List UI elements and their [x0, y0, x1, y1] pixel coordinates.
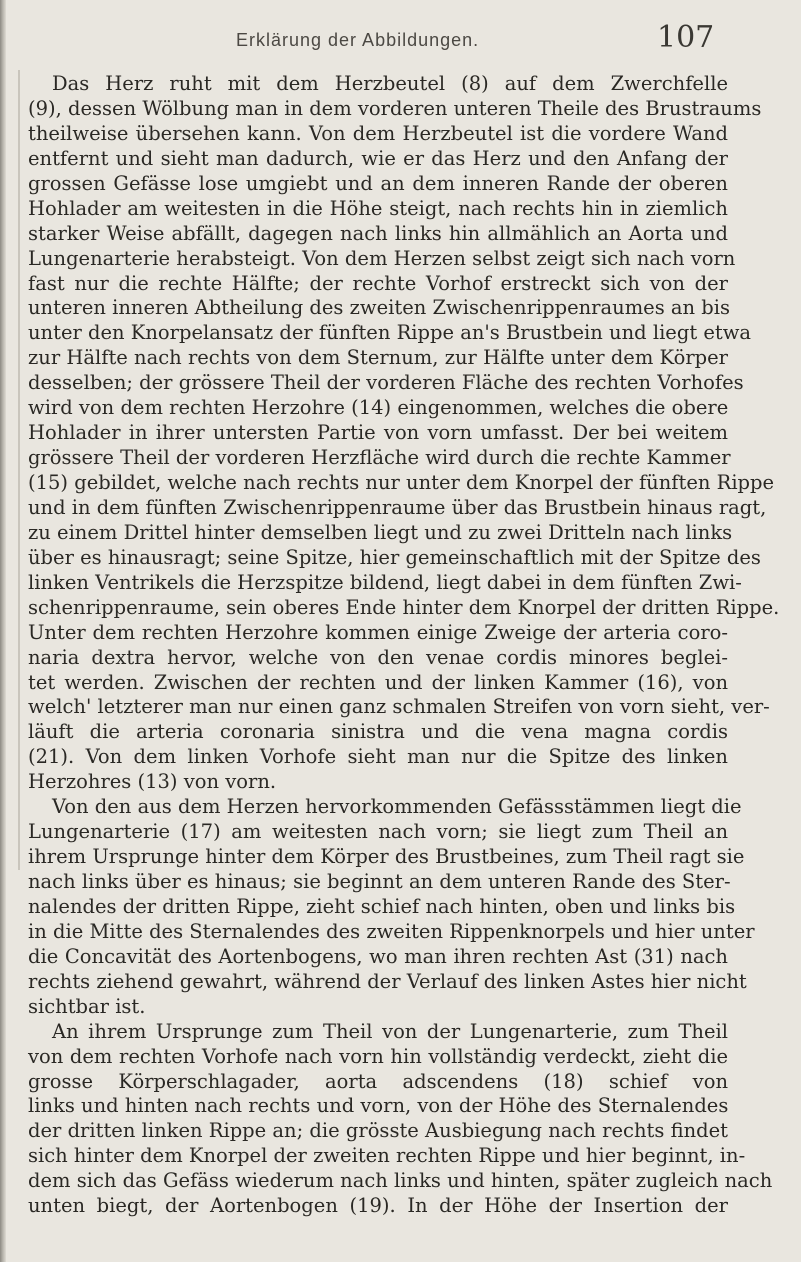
text-line: sich hinter dem Knorpel der zweiten rechten Rippe und hier beginnt, in-: [28, 1144, 746, 1168]
text-line: theilweise übersehen kann. Von dem Herzbeutel ist die vordere Wand: [28, 121, 728, 145]
text-line: linken Ventrikels die Herzspitze bildend, liegt dabei in dem fünften Zwi-: [28, 570, 742, 594]
body-text: [28, 72, 780, 1219]
text-line: naria dextra hervor, welche von den venae cordis minores beglei-: [28, 645, 728, 669]
text-line: entfernt und sieht man dadurch, wie er das Herz und den Anfang der: [28, 146, 728, 170]
text-line: grosse Körperschlagader, aorta adscendens (18) schief von: [28, 1069, 728, 1093]
text-line: unteren inneren Abtheilung des zweiten Zwischenrippenraumes an bis: [28, 296, 731, 320]
text-line: nach links über es hinaus; sie beginnt an dem unteren Rande des Ster-: [28, 870, 731, 893]
text-line: und in dem fünften Zwischenrippenraume über das Brustbein hinaus ragt,: [28, 495, 767, 519]
text-line: welch' letzterer man nur einen ganz schmalen Streifen von vorn sieht, ver-: [28, 695, 770, 719]
text-line: sichtbar ist.: [28, 994, 146, 1018]
text-line: Lungenarterie herabsteigt. Von dem Herzen selbst zeigt sich nach vorn: [28, 246, 736, 270]
text-line: (9), dessen Wölbung man in dem vorderen unteren Theile des Brustraums: [28, 96, 762, 120]
text-line: unter den Knorpelansatz der fünften Rippe an's Brustbein und liegt etwa: [28, 321, 752, 345]
text-line: desselben; der grössere Theil der vorderen Fläche des rechten Vorhofes: [28, 371, 744, 395]
text-line: grossen Gefässe lose umgiebt und an dem inneren Rande der oberen: [28, 171, 728, 195]
text-line: Lungenarterie (17) am weitesten nach vorn; sie liegt zum Theil an: [28, 820, 728, 844]
text-line: (15) gebildet, welche nach rechts nur unter dem Knorpel der fünften Rippe: [28, 471, 775, 494]
text-line: Hohlader am weitesten in die Höhe steigt, nach rechts hin in ziemlich: [28, 196, 728, 220]
page-number: 107: [657, 20, 715, 55]
text-line: An ihrem Ursprunge zum Theil von der Lungenarterie, zum Theil: [52, 1019, 728, 1043]
text-line: rechts ziehend gewahrt, während der Verlauf des linken Astes hier nicht: [28, 969, 747, 993]
text-line: Von den aus dem Herzen hervorkommenden Gefässstämmen liegt die: [52, 795, 742, 819]
page-binding-edge: [0, 0, 6, 1262]
page-binding-shadow: [18, 70, 20, 870]
text-line: von dem rechten Vorhofe nach vorn hin vollständig verdeckt, zieht die: [28, 1044, 728, 1068]
text-line: Herzohres (13) von vorn.: [28, 770, 277, 794]
text-line: in die Mitte des Sternalendes des zweiten Rippenknorpels und hier unter: [28, 919, 755, 943]
running-header: [0, 8, 801, 58]
text-line: grössere Theil der vorderen Herzfläche wird durch die rechte Kammer: [28, 446, 731, 470]
text-line: Das Herz ruht mit dem Herzbeutel (8) auf dem Zwerchfelle: [52, 72, 728, 95]
text-line: links und hinten nach rechts und vorn, von der Höhe des Sternalendes: [28, 1094, 729, 1118]
text-line: tet werden. Zwischen der rechten und der linken Kammer (16), von: [28, 670, 728, 694]
text-line: der dritten linken Rippe an; die grösste Ausbiegung nach rechts findet: [28, 1119, 728, 1143]
text-line: Unter dem rechten Herzohre kommen einige Zweige der arteria coro-: [28, 620, 728, 644]
text-line: zu einem Drittel hinter demselben liegt und zu zwei Dritteln nach links: [28, 520, 733, 544]
text-line: Hohlader in ihrer untersten Partie von vorn umfasst. Der bei weitem: [28, 421, 728, 445]
text-line: schenrippenraume, sein oberes Ende hinter dem Knorpel der dritten Rippe.: [28, 595, 780, 619]
header-title: Erklärung der Abbildungen.: [236, 30, 480, 50]
text-line: ihrem Ursprunge hinter dem Körper des Brustbeines, zum Theil ragt sie: [28, 845, 745, 869]
text-line: (21). Von dem linken Vorhofe sieht man nur die Spitze des linken: [28, 745, 728, 769]
text-line: dem sich das Gefäss wiederum nach links und hinten, später zugleich nach: [28, 1169, 773, 1193]
text-line: läuft die arteria coronaria sinistra und die vena magna cordis: [28, 720, 728, 744]
text-line: nalendes der dritten Rippe, zieht schief nach hinten, oben und links bis: [28, 894, 736, 918]
text-line: wird von dem rechten Herzohre (14) eingenommen, welches die obere: [28, 396, 729, 420]
text-line: starker Weise abfällt, dagegen nach links hin allmählich an Aorta und: [28, 221, 728, 245]
text-line: über es hinausragt; seine Spitze, hier gemeinschaftlich mit der Spitze des: [28, 545, 761, 569]
text-line: fast nur die rechte Hälfte; der rechte Vorhof erstreckt sich von der: [28, 271, 728, 295]
text-line: zur Hälfte nach rechts von dem Sternum, zur Hälfte unter dem Körper: [28, 346, 728, 370]
text-line: unten biegt, der Aortenbogen (19). In der Höhe der Insertion der: [28, 1194, 728, 1218]
text-line: die Concavität des Aortenbogens, wo man ihren rechten Ast (31) nach: [28, 944, 728, 968]
